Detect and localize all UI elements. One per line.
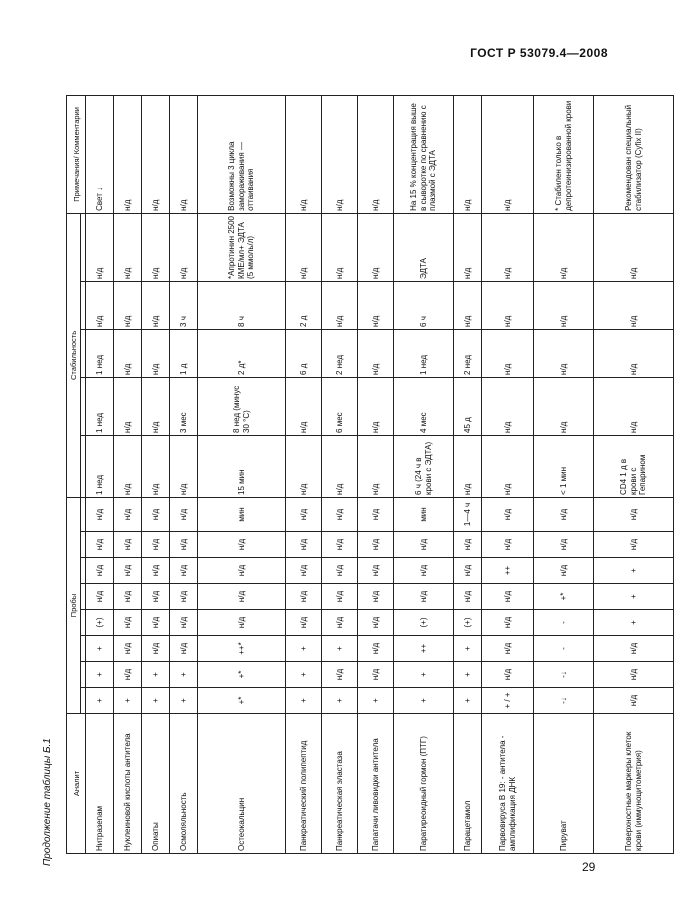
table-cell: н/д	[358, 497, 394, 531]
table-cell: н/д	[170, 213, 198, 281]
table-cell: н/д	[142, 435, 170, 497]
table-cell: н/д	[322, 281, 358, 329]
table-cell: 2 нед	[322, 329, 358, 377]
table-cell: +	[86, 636, 114, 662]
table-cell: н/д	[286, 377, 322, 435]
analyte-cell: Нитразепам	[86, 714, 114, 854]
table-cell: н/д	[322, 497, 358, 531]
table-cell: 2 д	[286, 281, 322, 329]
table-cell: н/д	[594, 377, 674, 435]
table-cell: н/д	[114, 329, 142, 377]
table-cell: н/д	[594, 329, 674, 377]
analyte-cell: Опиаты	[142, 714, 170, 854]
table-cell: н/д	[322, 584, 358, 610]
table-cell: н/д	[534, 532, 594, 558]
table-cell: н/д	[286, 584, 322, 610]
table-cell: н/д	[534, 329, 594, 377]
table-cell: Рекомендован специальный стабилизатор (Cyfix II)	[594, 95, 674, 213]
table-cell: +	[594, 584, 674, 610]
table-cell: н/д	[594, 688, 674, 714]
table-cell: н/д	[322, 610, 358, 636]
table-cell: н/д	[142, 584, 170, 610]
table-cell: н/д	[286, 610, 322, 636]
table-row	[322, 95, 358, 853]
analyte-cell: Осмоляльность	[170, 714, 198, 854]
table-cell: н/д	[454, 281, 482, 329]
table-cell: н/д	[86, 558, 114, 584]
table-cell: +	[142, 662, 170, 688]
table-row	[142, 95, 170, 853]
table-cell: -↓	[534, 688, 594, 714]
table-cell: н/д	[142, 213, 170, 281]
table-cell: +	[358, 688, 394, 714]
table-cell: н/д	[286, 558, 322, 584]
table-cell: * Стабилен только в депротеинизированной крови	[534, 95, 594, 213]
table-cell: н/д	[114, 213, 142, 281]
table-cell: н/д	[114, 377, 142, 435]
table-cell: -	[534, 636, 594, 662]
table-row	[534, 95, 594, 853]
table-cell: 6 ч	[394, 281, 454, 329]
table-row	[198, 95, 286, 853]
table-cell: н/д	[170, 636, 198, 662]
standard-designation: ГОСТ Р 53079.4—2008	[470, 46, 608, 60]
table-cell: н/д	[594, 281, 674, 329]
table-cell: н/д	[170, 435, 198, 497]
table-cell: 4 мес	[394, 377, 454, 435]
table-cell: н/д	[454, 213, 482, 281]
table-cell: +	[322, 636, 358, 662]
table-cell: 1—4 ч	[454, 497, 482, 531]
table-cell: н/д	[482, 213, 534, 281]
table-cell: н/д	[482, 610, 534, 636]
table-cell: н/д	[534, 377, 594, 435]
table-cell: н/д	[86, 532, 114, 558]
table-cell: +	[286, 662, 322, 688]
table-cell: н/д	[482, 281, 534, 329]
table-cell: н/д	[114, 281, 142, 329]
table-cell: 2 д*	[198, 329, 286, 377]
analyte-cell: Панкреатическая эластаза	[322, 714, 358, 854]
table-cell: н/д	[114, 532, 142, 558]
table-cell: н/д	[198, 584, 286, 610]
table-cell: +	[170, 662, 198, 688]
analyte-cell: Пируват	[534, 714, 594, 854]
table-cell: н/д	[86, 281, 114, 329]
table-cell: н/д	[86, 497, 114, 531]
table-cell: н/д	[358, 584, 394, 610]
table-cell: 1 нед	[86, 435, 114, 497]
table-cell: *Апротинин 2500 КМЕ/мл+ ЭДТА (5 ммоль/л)	[198, 213, 286, 281]
table-cell: н/д	[482, 497, 534, 531]
table-cell: н/д	[322, 213, 358, 281]
table-cell: +	[114, 688, 142, 714]
table-cell: (+)	[454, 610, 482, 636]
table-cell: н/д	[322, 532, 358, 558]
analyte-cell: Паратиреоидный гормон (ПТГ)	[394, 714, 454, 854]
table-row	[358, 95, 394, 853]
table-cell: н/д	[594, 662, 674, 688]
table-cell: н/д	[482, 329, 534, 377]
table-cell: н/д	[170, 497, 198, 531]
table-cell: +	[170, 688, 198, 714]
table-cell: н/д	[170, 610, 198, 636]
table-row	[170, 95, 198, 853]
table-cell: н/д	[394, 532, 454, 558]
table-cell: н/д	[114, 636, 142, 662]
table-cell: мин	[394, 497, 454, 531]
table-cell: ++*	[198, 636, 286, 662]
table-cell: н/д	[482, 662, 534, 688]
table-cell: 6 мес	[322, 377, 358, 435]
table-cell: 1 нед	[394, 329, 454, 377]
table-cell: н/д	[358, 281, 394, 329]
analyte-cell: Остеокальцин	[198, 714, 286, 854]
table-cell: н/д	[358, 636, 394, 662]
table-cell: н/д	[286, 435, 322, 497]
table-cell: н/д	[86, 584, 114, 610]
table-cell: н/д	[454, 435, 482, 497]
table-cell: н/д	[454, 584, 482, 610]
table-cell: н/д	[358, 532, 394, 558]
table-cell: +*	[198, 688, 286, 714]
samples-group-header: Пробы	[67, 497, 81, 713]
table-cell: 6 ч (24 ч в крови с ЭДТА)	[394, 435, 454, 497]
table-cell: ++	[394, 636, 454, 662]
table-cell: На 15 % концентрация выше в сыворотке по сравнению с плазмой с ЭДТА	[394, 95, 454, 213]
table-cell: н/д	[594, 497, 674, 531]
table-cell: 15 мин	[198, 435, 286, 497]
table-cell: -↓	[534, 662, 594, 688]
table-cell: 1 д	[170, 329, 198, 377]
table-cell: н/д	[482, 377, 534, 435]
table-cell: +	[594, 610, 674, 636]
table-cell: н/д	[114, 497, 142, 531]
table-cell: н/д	[482, 95, 534, 213]
table-cell: н/д	[170, 95, 198, 213]
analyte-cell: Папатачи ливовидки антитела	[358, 714, 394, 854]
table-cell: н/д	[170, 584, 198, 610]
table-cell: н/д	[114, 435, 142, 497]
table-cell: н/д	[358, 610, 394, 636]
table-cell: н/д	[142, 281, 170, 329]
analyte-cell: Панкреатический полипептид	[286, 714, 322, 854]
table-cell: н/д	[86, 213, 114, 281]
table-cell: 8 ч	[198, 281, 286, 329]
table-cell: мин	[198, 497, 286, 531]
notes-header: Примечания/ Комментарии	[67, 95, 86, 213]
table-cell: н/д	[534, 213, 594, 281]
table-row	[286, 95, 322, 853]
table-cell: н/д	[394, 558, 454, 584]
table-cell: н/д	[482, 435, 534, 497]
table-cell: +	[454, 662, 482, 688]
table-cell: н/д	[198, 558, 286, 584]
table-cell: н/д	[358, 558, 394, 584]
table-cell: н/д	[454, 558, 482, 584]
table-cell: 1 нед	[86, 329, 114, 377]
table-cell: н/д	[322, 662, 358, 688]
table-cell: н/д	[142, 532, 170, 558]
table-cell: +	[394, 688, 454, 714]
table-cell: +	[394, 662, 454, 688]
table-cell: ЭДТА	[394, 213, 454, 281]
table-cell: + / +	[482, 688, 534, 714]
table-cell: +*	[198, 662, 286, 688]
table-cell: н/д	[198, 532, 286, 558]
table-cell: н/д	[170, 558, 198, 584]
table-cell: 2 нед	[454, 329, 482, 377]
table-cell: н/д	[482, 584, 534, 610]
table-cell: +	[86, 662, 114, 688]
table-cell: Свет ↓	[86, 95, 114, 213]
table-cell: н/д	[322, 558, 358, 584]
table-row	[394, 95, 454, 853]
table-cell: н/д	[114, 610, 142, 636]
table-cell: н/д	[286, 532, 322, 558]
table-cell: н/д	[358, 377, 394, 435]
table-cell: н/д	[114, 95, 142, 213]
analyte-cell: Нуклеиновой кислоты антитела	[114, 714, 142, 854]
table-cell: н/д	[594, 636, 674, 662]
table-cell: +	[594, 558, 674, 584]
table-row	[114, 95, 142, 853]
table-cell: н/д	[534, 281, 594, 329]
table-row	[454, 95, 482, 853]
table-cell: н/д	[114, 558, 142, 584]
table-cell: ++	[482, 558, 534, 584]
table-cell: н/д	[286, 213, 322, 281]
table-cell: н/д	[394, 584, 454, 610]
analyte-cell: Парацетамол	[454, 714, 482, 854]
table-cell: н/д	[454, 95, 482, 213]
table-cell: н/д	[594, 532, 674, 558]
table-cell: н/д	[534, 558, 594, 584]
table-cell: н/д	[142, 329, 170, 377]
analyte-header: Аналит	[67, 714, 86, 854]
table-row	[594, 95, 674, 853]
table-cell: +	[286, 636, 322, 662]
table-cell: (+)	[394, 610, 454, 636]
table-cell: 3 мес	[170, 377, 198, 435]
table-cell: 6 д	[286, 329, 322, 377]
table-cell: н/д	[594, 213, 674, 281]
table-row	[86, 95, 114, 853]
table-cell: н/д	[286, 497, 322, 531]
table-cell: н/д	[534, 497, 594, 531]
stability-group-header: Стабильность	[67, 213, 81, 497]
analyte-cell: Поверхностные маркеры клеток крови (иммуноцитометрия)	[594, 714, 674, 854]
table-cell: +	[286, 688, 322, 714]
table-row	[482, 95, 534, 853]
table-cell: -	[534, 610, 594, 636]
table-cell: н/д	[114, 662, 142, 688]
table-cell: н/д	[198, 610, 286, 636]
table-cell: н/д	[358, 95, 394, 213]
table-cell: н/д	[358, 435, 394, 497]
table-cell: +*	[534, 584, 594, 610]
table-cell: н/д	[358, 662, 394, 688]
table-cell: н/д	[454, 532, 482, 558]
table-cell: н/д	[358, 213, 394, 281]
table-cell: н/д	[142, 636, 170, 662]
table-cell: н/д	[142, 497, 170, 531]
table-cell: 45 д	[454, 377, 482, 435]
table-cell: 3 ч	[170, 281, 198, 329]
table-cell: (+)	[86, 610, 114, 636]
table-cell: +	[454, 688, 482, 714]
table-cell: < 1 мин	[534, 435, 594, 497]
table-cell: н/д	[482, 636, 534, 662]
table-cell: н/д	[142, 610, 170, 636]
table-cell: +	[322, 688, 358, 714]
table-cell: н/д	[322, 95, 358, 213]
table-cell: н/д	[286, 95, 322, 213]
table-cell: 1 нед	[86, 377, 114, 435]
table-cell: +	[86, 688, 114, 714]
analyte-table	[66, 95, 674, 854]
table-caption: Продолжение таблицы Б.1	[42, 738, 53, 866]
table-cell: н/д	[114, 584, 142, 610]
table-cell: н/д	[482, 532, 534, 558]
table-cell: н/д	[142, 558, 170, 584]
table-cell: Возможны 3 цикла замораживания — оттаивания	[198, 95, 286, 213]
table-cell: н/д	[170, 532, 198, 558]
table-cell: н/д	[322, 435, 358, 497]
table-cell: +	[454, 636, 482, 662]
table-cell: 8 нед (минус 30 °C)	[198, 377, 286, 435]
table-cell: н/д	[358, 329, 394, 377]
analyte-cell: Парвовируса В 19: - антитела - амплификация ДНК	[482, 714, 534, 854]
table-cell: н/д	[142, 95, 170, 213]
table-cell: н/д	[142, 377, 170, 435]
table-cell: +	[142, 688, 170, 714]
page-number: 29	[582, 860, 596, 874]
table-cell: CD4 1 д в крови с Гепарином	[594, 435, 674, 497]
